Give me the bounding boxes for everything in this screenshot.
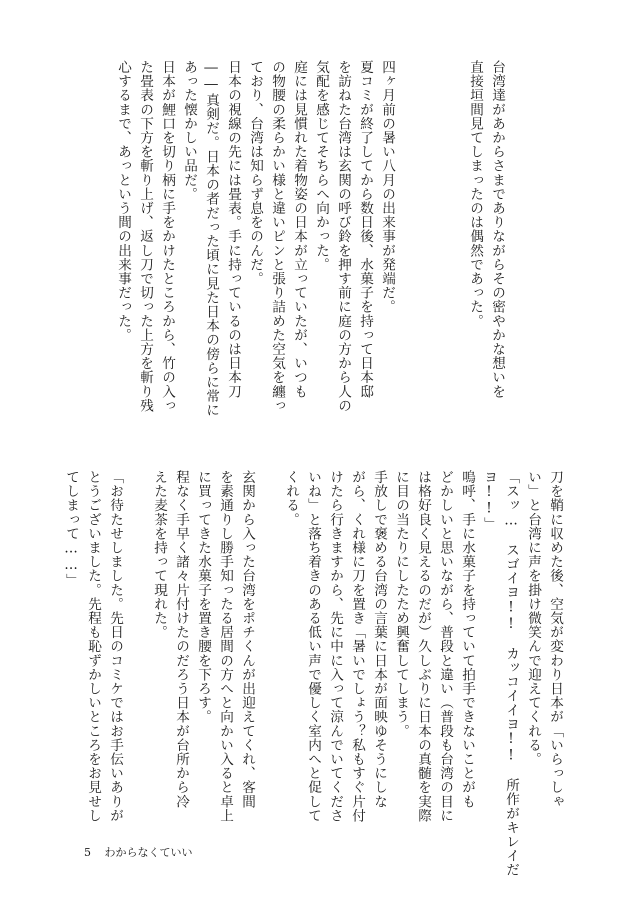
lower-text-line: を素通りし勝手知ったる居間の方へと向かい入ると卓上 — [217, 470, 233, 823]
lower-text-line: は格好良く見えるのだが）久しぶりに日本の真髄を実際 — [415, 470, 431, 823]
lower-text-line: ヨ!!」 — [481, 470, 497, 532]
lower-text-line: に目の当たりにしたため興奮してしまう。 — [393, 470, 409, 738]
lower-text-line: 「お待たせしました。先日のコミケではお手伝いありが — [107, 470, 123, 823]
lower-text-line: 程なく手早く諸々片付けたのだろう日本が台所から冷 — [173, 470, 189, 809]
lower-text-line — [126, 470, 148, 850]
upper-text-line: の物腰の柔らかい様と違いピンと張り詰めた空気を纏っ — [269, 60, 285, 413]
upper-text-line: 直接垣間見てしまったのは偶然であった。 — [467, 60, 483, 328]
page-footer — [84, 844, 203, 860]
lower-text-line: 玄関から入った台湾をポチくんが出迎えてくれ、客間 — [239, 470, 255, 809]
lower-text-line: とうございました。先程も恥ずかしいところをお見せし — [85, 470, 101, 823]
lower-text-line: 「スッ… スゴイヨ!! カッコイイヨ!! 所作がキレイだ — [503, 470, 519, 877]
lower-text-line: い」と台湾に声を掛け微笑んで迎えてくれる。 — [525, 470, 541, 767]
lower-text-line: どかしいと思いながら、普段と違い（普段も台湾の目に — [437, 470, 453, 823]
lower-text-line: くれる。 — [283, 470, 299, 527]
upper-text-line: 庭には見慣れた着物姿の日本が立っていたが、いつも — [291, 60, 307, 399]
upper-text-line: 四ヶ月前の暑い八月の出来事が発端だ。 — [379, 60, 395, 314]
upper-text-line: あった懐かしい品だ。 — [181, 60, 197, 201]
lower-text-line: いね」と落ち着きのある低い声で優しく室内へと促して — [305, 470, 321, 823]
lower-text-line: 嗚呼、手に水菓子を持っていて拍手できないことがも — [459, 470, 475, 809]
upper-text-line: を訪ねた台湾は玄関の呼び鈴を押す前に庭の方から人の — [335, 60, 351, 413]
lower-text-line: 刀を鞘に収めた後、空気が変わり日本が「いらっしゃ — [547, 470, 563, 809]
lower-text-line: 手放しで褒める台湾の言葉に日本が面映ゆそうにしな — [371, 470, 387, 809]
lower-text-line — [258, 470, 280, 850]
lower-text-line: えた麦茶を持って現れた。 — [151, 470, 167, 640]
upper-text-line — [442, 60, 464, 420]
upper-text-line: た畳表の下方を斬り上げ、返し刀で切った上方を斬り残 — [137, 60, 153, 413]
running-title: わからなくていい — [104, 846, 193, 859]
lower-text-line: に買ってきた水菓子を置き腰を下ろす。 — [195, 470, 211, 724]
upper-text-line: 気配を感じてそちらへ向かった。 — [313, 60, 329, 272]
upper-text-line: 日本の視線の先には畳表。手に持っているのは日本刀 — [225, 60, 241, 399]
upper-text-line: ており、台湾は知らず息をのんだ。 — [247, 60, 263, 286]
lower-text-line: てしまって……」 — [63, 470, 79, 588]
upper-text-line: 心するまで、あっという間の出来事だった。 — [115, 60, 131, 342]
upper-text-line: 台湾達があからさまでありながらその密やかな想いを — [489, 60, 505, 399]
upper-text-line: ――真剣だ。日本の者だった頃に見た日本の傍らに常に — [203, 60, 219, 418]
page-number: 5 — [84, 846, 91, 859]
upper-text-line — [398, 60, 420, 420]
lower-text-line: けたら行きますから、先に中に入って涼んでいてくださ — [327, 470, 343, 823]
upper-text-block — [112, 60, 508, 420]
upper-text-line: 夏コミが終了してから数日後、水菓子を持って日本邸 — [357, 60, 373, 399]
upper-text-line: 日本が鯉口を切り柄に手をかけたところから、竹の入っ — [159, 60, 175, 413]
lower-text-line: がら、くれ様に刀を置き「暑いでしょう？私もすぐ片付 — [349, 470, 365, 823]
upper-text-line — [420, 60, 442, 420]
